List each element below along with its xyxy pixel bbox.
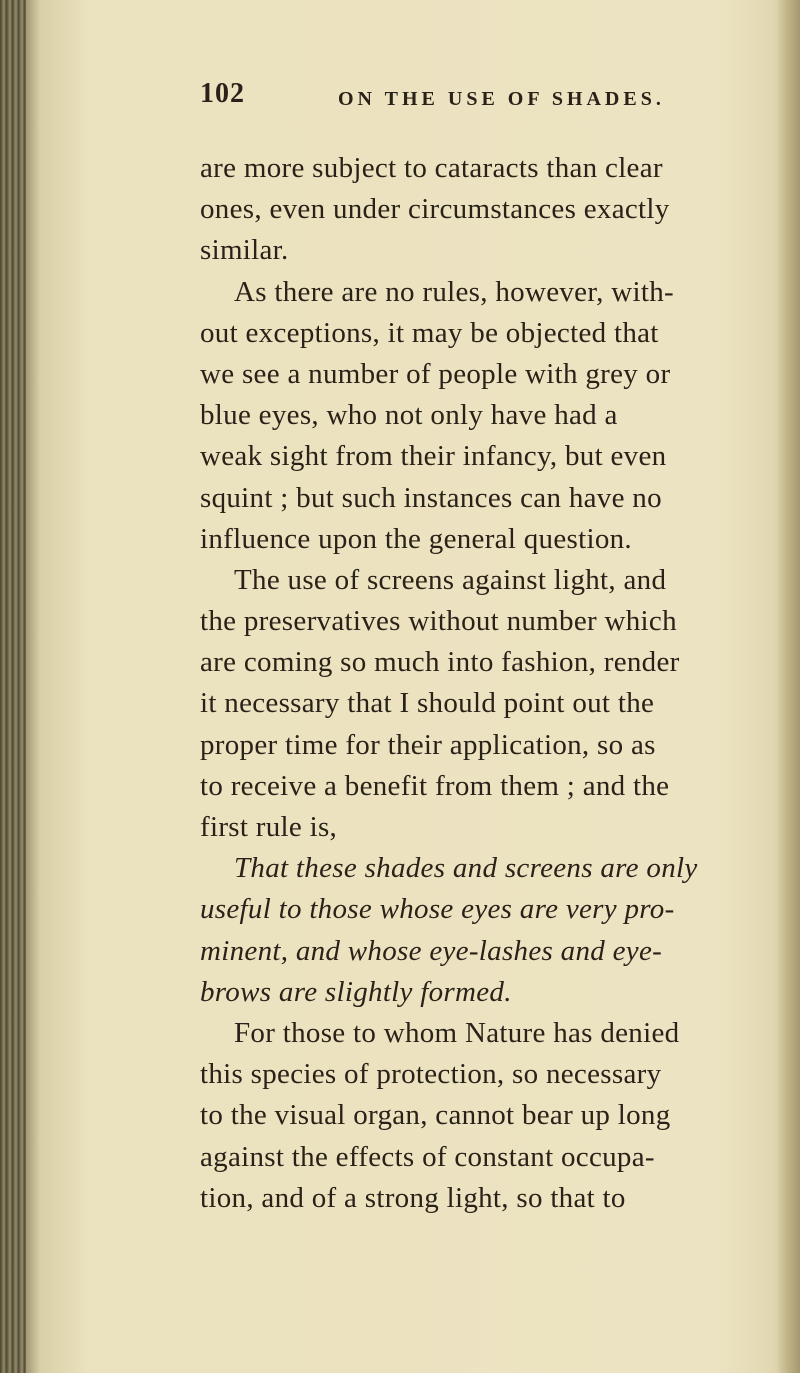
text-line: to receive a benefit from them ; and the <box>200 769 670 802</box>
text-line: For those to whom Nature has denied <box>234 1016 680 1049</box>
text-line: are more subject to cataracts than clear <box>200 152 663 184</box>
body-text <box>200 148 770 1219</box>
text-line: we see a number of people with grey or <box>200 357 671 390</box>
text-line: tion, and of a strong light, so that to <box>200 1181 626 1214</box>
running-head: ON THE USE OF SHADES. <box>338 88 665 110</box>
text-line: proper time for their application, so as <box>200 728 656 761</box>
page-right-edge <box>778 0 800 1373</box>
rule-italic-line: That these shades and screens are only <box>234 852 698 885</box>
rule-italic-line: minent, and whose eye-lashes and eye- <box>200 934 663 967</box>
text-line: weak sight from their infancy, but even <box>200 440 667 473</box>
text-line: The use of screens against light, and <box>234 563 667 596</box>
page-number: 102 <box>200 78 245 109</box>
text-line: influence upon the general question. <box>200 522 632 555</box>
text-line: similar. <box>200 234 289 267</box>
text-line: first rule is, <box>200 811 338 843</box>
text-line: ones, even under circumstances exactly <box>200 193 670 226</box>
book-binding-edge <box>0 0 26 1373</box>
text-line: this species of protection, so necessary <box>200 1058 662 1091</box>
text-line: As there are no rules, however, with- <box>234 275 674 308</box>
text-line: against the effects of constant occupa- <box>200 1140 655 1173</box>
rule-italic-line: useful to those whose eyes are very pro- <box>200 893 675 926</box>
text-line: the preservatives without number which <box>200 605 677 638</box>
text-line: blue eyes, who not only have had a <box>200 399 618 432</box>
text-line: out exceptions, it may be objected that <box>200 316 659 349</box>
text-line: squint ; but such instances can have no <box>200 481 662 514</box>
page-header <box>200 78 760 118</box>
text-line: to the visual organ, cannot bear up long <box>200 1099 671 1132</box>
text-line: it necessary that I should point out the <box>200 687 655 720</box>
rule-italic-line: brows are slightly formed. <box>200 975 512 1008</box>
text-line: are coming so much into fashion, render <box>200 646 680 679</box>
